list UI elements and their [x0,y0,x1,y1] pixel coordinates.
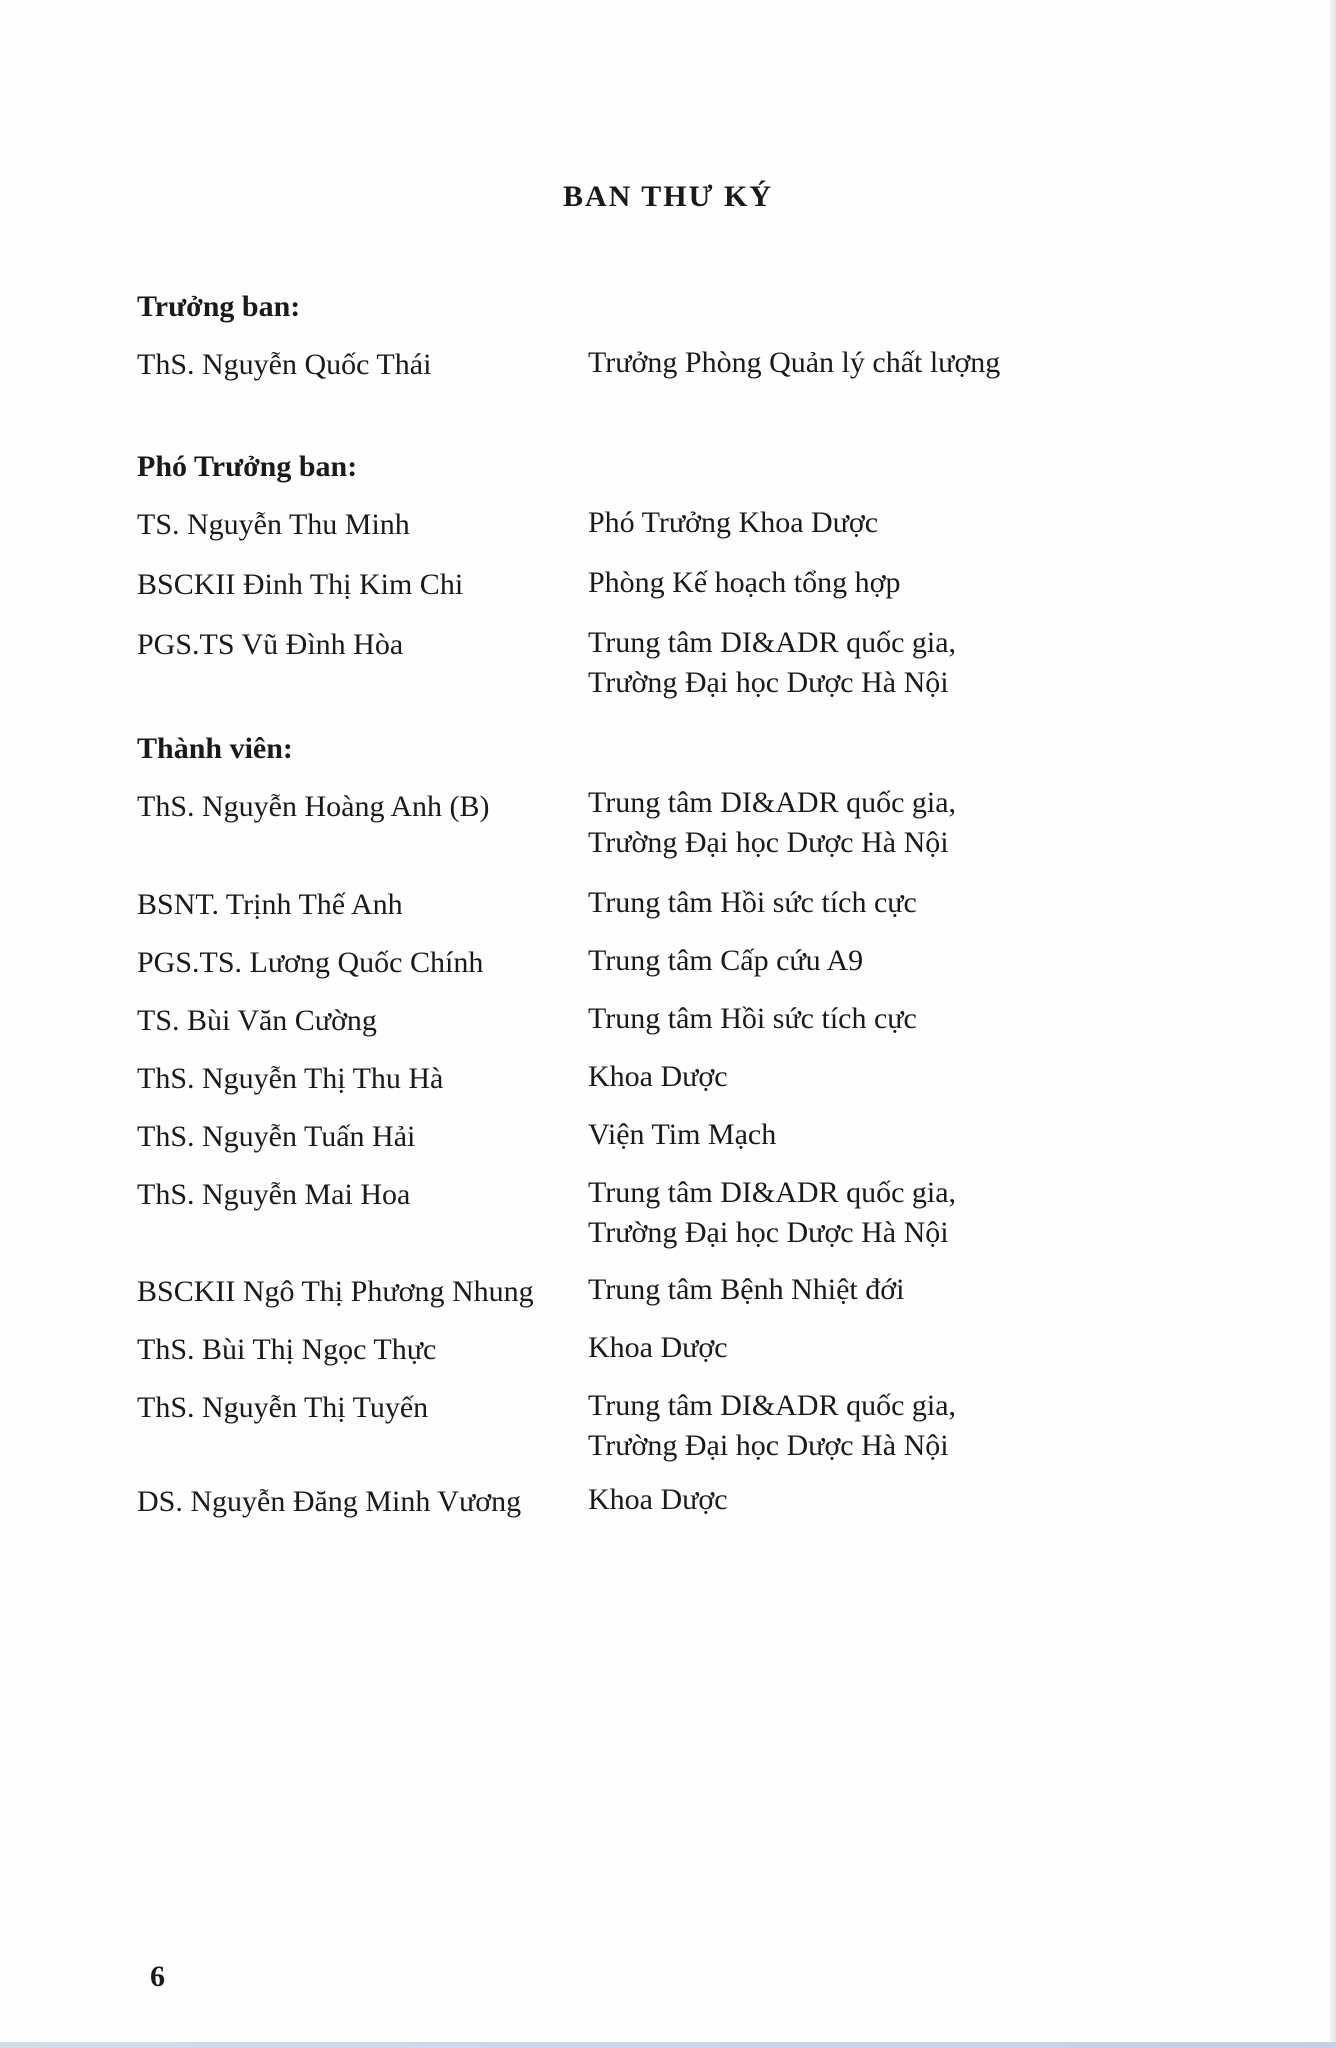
member-org: Phòng Kế hoạch tổng hợp [588,566,901,599]
member-org: Trung tâm Hồi sức tích cực [588,886,917,919]
member-name: ThS. Nguyễn Thị Thu Hà [137,1062,444,1095]
member-org: Trung tâm DI&ADR quốc gia, Trường Đại học Dược Hà Nội [588,1389,957,1462]
member-org: Viện Tim Mạch [588,1118,777,1151]
page-title: BAN THƯ KÝ [562,180,774,213]
member-name: BSNT. Trịnh Thế Anh [137,888,403,921]
member-name: TS. Bùi Văn Cường [137,1004,377,1037]
page-number: 6 [150,1960,165,1993]
member-name: PGS.TS Vũ Đình Hòa [137,628,404,661]
member-name: ThS. Nguyễn Quốc Thái [137,348,432,381]
member-name: TS. Nguyễn Thu Minh [137,508,410,541]
member-org: Phó Trưởng Khoa Dược [588,506,879,539]
heading-pho-truong-ban: Phó Trưởng ban: [137,450,358,483]
member-org: Trung tâm DI&ADR quốc gia, Trường Đại học Dược Hà Nội [588,1176,957,1249]
member-name: BSCKII Ngô Thị Phương Nhung [137,1275,534,1308]
member-org: Trung tâm Bệnh Nhiệt đới [588,1273,905,1306]
member-name: ThS. Bùi Thị Ngọc Thực [137,1333,437,1366]
member-org: Trưởng Phòng Quản lý chất lượng [588,346,1001,379]
member-org: Trung tâm Cấp cứu A9 [588,944,864,977]
member-name: ThS. Nguyễn Mai Hoa [137,1178,411,1211]
heading-truong-ban: Trưởng ban: [137,290,301,323]
member-org: Trung tâm Hồi sức tích cực [588,1002,917,1035]
page-edge-bottom [0,2042,1336,2048]
heading-thanh-vien: Thành viên: [137,732,293,765]
member-name: ThS. Nguyễn Thị Tuyến [137,1391,429,1424]
member-name: DS. Nguyễn Đăng Minh Vương [137,1485,522,1518]
member-name: ThS. Nguyễn Tuấn Hải [137,1120,416,1153]
member-org: Khoa Dược [588,1060,728,1093]
page-edge-right [1330,0,1336,2048]
member-name: BSCKII Đinh Thị Kim Chi [137,568,464,601]
member-name: ThS. Nguyễn Hoàng Anh (B) [137,790,490,823]
member-org: Trung tâm DI&ADR quốc gia, Trường Đại học Dược Hà Nội [588,786,957,859]
member-org: Trung tâm DI&ADR quốc gia, Trường Đại học Dược Hà Nội [588,626,957,699]
member-org: Khoa Dược [588,1331,728,1364]
member-name: PGS.TS. Lương Quốc Chính [137,946,484,979]
member-org: Khoa Dược [588,1483,728,1516]
